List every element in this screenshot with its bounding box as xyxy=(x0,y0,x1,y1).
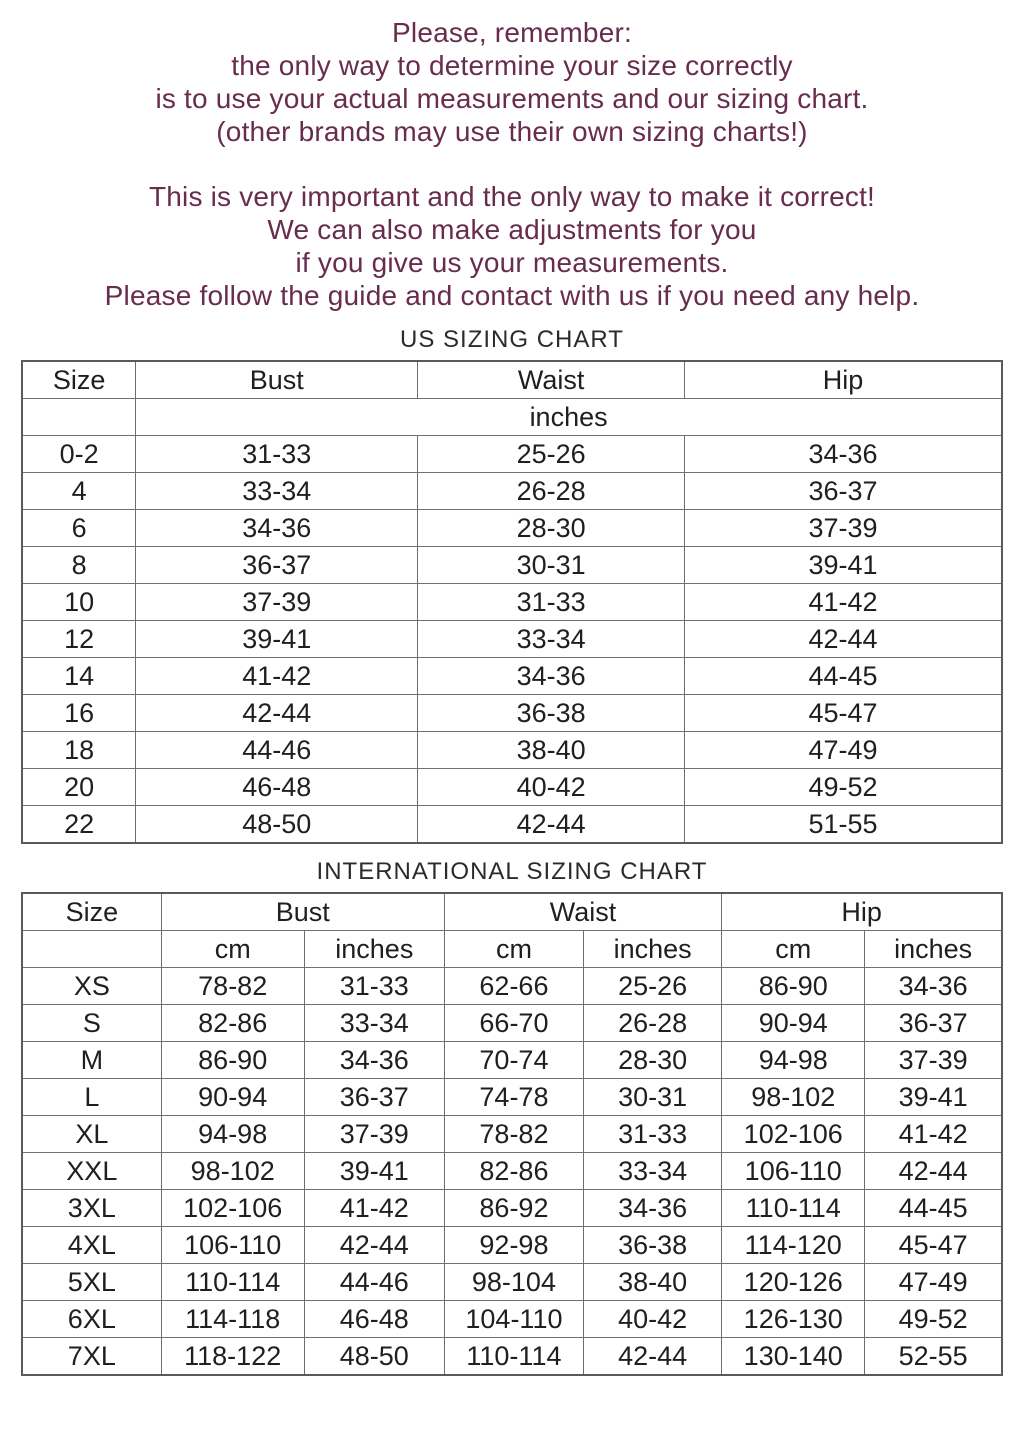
table-row xyxy=(22,547,1002,584)
table-cell: 28-30 xyxy=(584,1042,722,1079)
table-cell: Hip xyxy=(722,893,1002,931)
table-cell: 74-78 xyxy=(444,1079,583,1116)
table-cell: 42-44 xyxy=(684,621,1002,658)
table-cell: 82-86 xyxy=(161,1005,304,1042)
table-cell: 49-52 xyxy=(865,1301,1002,1338)
table-cell: Bust xyxy=(161,893,444,931)
table-cell: 34-36 xyxy=(304,1042,444,1079)
intro-line: Please follow the guide and contact with us if you need any help. xyxy=(104,280,920,311)
table-row xyxy=(22,1227,1002,1264)
table-cell: 51-55 xyxy=(684,806,1002,844)
intro-line: the only way to determine your size correctly xyxy=(231,50,793,81)
table-cell: cm xyxy=(444,931,583,968)
table-cell: Waist xyxy=(444,893,721,931)
table-row xyxy=(22,968,1002,1005)
table-cell: 62-66 xyxy=(444,968,583,1005)
table-cell: 104-110 xyxy=(444,1301,583,1338)
table-row xyxy=(22,584,1002,621)
table-cell: 110-114 xyxy=(722,1190,865,1227)
table-cell: 94-98 xyxy=(722,1042,865,1079)
table-cell: inches xyxy=(304,931,444,968)
table-cell: 31-33 xyxy=(304,968,444,1005)
table-cell: 28-30 xyxy=(418,510,685,547)
table-cell: 18 xyxy=(22,732,136,769)
table-cell: 31-33 xyxy=(136,436,418,473)
table-cell: 92-98 xyxy=(444,1227,583,1264)
table-cell: 33-34 xyxy=(584,1153,722,1190)
table-row xyxy=(22,473,1002,510)
table-row xyxy=(22,658,1002,695)
us-table-body xyxy=(22,436,1002,844)
intro-line: Please, remember: xyxy=(392,17,632,48)
table-cell: 40-42 xyxy=(418,769,685,806)
table-cell: 3XL xyxy=(22,1190,161,1227)
table-row xyxy=(22,1301,1002,1338)
table-cell: 44-46 xyxy=(136,732,418,769)
table-cell: 45-47 xyxy=(684,695,1002,732)
table-cell: L xyxy=(22,1079,161,1116)
intro-line: This is very important and the only way to make it correct! xyxy=(148,181,876,212)
table-cell: 39-41 xyxy=(304,1153,444,1190)
table-cell: 46-48 xyxy=(136,769,418,806)
table-cell: 34-36 xyxy=(584,1190,722,1227)
table-cell: 44-45 xyxy=(684,658,1002,695)
table-cell: XS xyxy=(22,968,161,1005)
table-row xyxy=(22,1153,1002,1190)
table-cell: 36-38 xyxy=(418,695,685,732)
table-row xyxy=(22,1116,1002,1153)
table-cell: 34-36 xyxy=(418,658,685,695)
table-cell: 98-104 xyxy=(444,1264,583,1301)
table-cell: 98-102 xyxy=(722,1079,865,1116)
table-cell: 8 xyxy=(22,547,136,584)
table-cell: 42-44 xyxy=(304,1227,444,1264)
table-row xyxy=(22,806,1002,844)
table-cell: Hip xyxy=(684,361,1002,399)
table-row xyxy=(22,621,1002,658)
table-cell: 36-37 xyxy=(304,1079,444,1116)
table-cell: 49-52 xyxy=(684,769,1002,806)
table-cell: 37-39 xyxy=(865,1042,1002,1079)
table-cell: 48-50 xyxy=(136,806,418,844)
table-cell: 26-28 xyxy=(584,1005,722,1042)
table-cell xyxy=(22,931,161,968)
table-cell: Size xyxy=(22,361,136,399)
table-cell: 114-120 xyxy=(722,1227,865,1264)
table-cell: 90-94 xyxy=(161,1079,304,1116)
table-cell: 44-46 xyxy=(304,1264,444,1301)
table-cell: 94-98 xyxy=(161,1116,304,1153)
table-cell: 86-92 xyxy=(444,1190,583,1227)
table-row xyxy=(22,732,1002,769)
table-row xyxy=(22,1338,1002,1376)
table-row xyxy=(22,893,1002,931)
table-cell: 31-33 xyxy=(418,584,685,621)
table-cell: 37-39 xyxy=(304,1116,444,1153)
table-cell: 42-44 xyxy=(584,1338,722,1376)
table-cell: 37-39 xyxy=(684,510,1002,547)
table-cell: 33-34 xyxy=(418,621,685,658)
intro-gap xyxy=(0,148,1024,180)
us-chart-title: US SIZING CHART xyxy=(400,326,624,353)
table-cell: XL xyxy=(22,1116,161,1153)
table-cell: 45-47 xyxy=(865,1227,1002,1264)
table-cell: 44-45 xyxy=(865,1190,1002,1227)
table-cell xyxy=(22,399,136,436)
table-cell: cm xyxy=(161,931,304,968)
table-cell: 39-41 xyxy=(865,1079,1002,1116)
table-cell: 38-40 xyxy=(584,1264,722,1301)
table-cell: 90-94 xyxy=(722,1005,865,1042)
table-cell: 41-42 xyxy=(136,658,418,695)
intro-line: We can also make adjustments for you xyxy=(267,214,757,245)
table-cell: 42-44 xyxy=(865,1153,1002,1190)
table-cell: 130-140 xyxy=(722,1338,865,1376)
table-cell: 78-82 xyxy=(161,968,304,1005)
us-sizing-table xyxy=(21,360,1003,844)
table-cell: 10 xyxy=(22,584,136,621)
table-cell: cm xyxy=(722,931,865,968)
table-cell: 34-36 xyxy=(865,968,1002,1005)
table-cell: Bust xyxy=(136,361,418,399)
table-row xyxy=(22,436,1002,473)
table-cell: 86-90 xyxy=(161,1042,304,1079)
table-cell: 0-2 xyxy=(22,436,136,473)
table-cell: 16 xyxy=(22,695,136,732)
table-cell: Waist xyxy=(418,361,685,399)
table-cell: 34-36 xyxy=(684,436,1002,473)
table-cell: 7XL xyxy=(22,1338,161,1376)
table-cell: 37-39 xyxy=(136,584,418,621)
table-cell: 46-48 xyxy=(304,1301,444,1338)
table-cell: 38-40 xyxy=(418,732,685,769)
table-row xyxy=(22,695,1002,732)
table-cell: 20 xyxy=(22,769,136,806)
table-row xyxy=(22,399,1002,436)
table-row xyxy=(22,1005,1002,1042)
intro-line: is to use your actual measurements and our sizing chart. xyxy=(155,83,869,114)
table-cell: 33-34 xyxy=(304,1005,444,1042)
table-cell: 4XL xyxy=(22,1227,161,1264)
table-cell: 5XL xyxy=(22,1264,161,1301)
table-cell: 110-114 xyxy=(444,1338,583,1376)
table-cell: 6XL xyxy=(22,1301,161,1338)
table-cell: inches xyxy=(584,931,722,968)
table-cell: 36-37 xyxy=(865,1005,1002,1042)
table-row xyxy=(22,1190,1002,1227)
table-cell: Size xyxy=(22,893,161,931)
intl-table-body xyxy=(22,968,1002,1376)
table-row xyxy=(22,1042,1002,1079)
table-cell: 120-126 xyxy=(722,1264,865,1301)
table-cell: M xyxy=(22,1042,161,1079)
table-cell: 106-110 xyxy=(722,1153,865,1190)
table-cell: 33-34 xyxy=(136,473,418,510)
table-row xyxy=(22,931,1002,968)
table-cell: 47-49 xyxy=(684,732,1002,769)
table-cell: 22 xyxy=(22,806,136,844)
intro-line: (other brands may use their own sizing charts!) xyxy=(216,116,808,147)
table-cell: 47-49 xyxy=(865,1264,1002,1301)
table-cell: 48-50 xyxy=(304,1338,444,1376)
table-cell: 25-26 xyxy=(584,968,722,1005)
table-cell: 26-28 xyxy=(418,473,685,510)
us-table-head xyxy=(22,361,1002,436)
table-cell: 36-37 xyxy=(136,547,418,584)
table-cell: 118-122 xyxy=(161,1338,304,1376)
table-cell: 36-37 xyxy=(684,473,1002,510)
table-cell: S xyxy=(22,1005,161,1042)
table-cell: 25-26 xyxy=(418,436,685,473)
table-cell: 39-41 xyxy=(684,547,1002,584)
table-cell: 42-44 xyxy=(418,806,685,844)
intl-table-head xyxy=(22,893,1002,968)
table-cell: 86-90 xyxy=(722,968,865,1005)
table-cell: 41-42 xyxy=(865,1116,1002,1153)
table-cell: 70-74 xyxy=(444,1042,583,1079)
table-cell: 30-31 xyxy=(418,547,685,584)
table-cell: XXL xyxy=(22,1153,161,1190)
table-cell: 36-38 xyxy=(584,1227,722,1264)
table-cell: 41-42 xyxy=(304,1190,444,1227)
table-cell: 12 xyxy=(22,621,136,658)
table-cell: 41-42 xyxy=(684,584,1002,621)
table-cell: inches xyxy=(865,931,1002,968)
intl-sizing-table xyxy=(21,892,1003,1376)
table-row xyxy=(22,361,1002,399)
table-cell: 39-41 xyxy=(136,621,418,658)
table-cell: 106-110 xyxy=(161,1227,304,1264)
table-row xyxy=(22,769,1002,806)
table-cell: 30-31 xyxy=(584,1079,722,1116)
table-row xyxy=(22,1079,1002,1116)
table-cell: 102-106 xyxy=(161,1190,304,1227)
intro-line: if you give us your measurements. xyxy=(295,247,729,278)
table-cell: 40-42 xyxy=(584,1301,722,1338)
table-cell: 6 xyxy=(22,510,136,547)
table-cell: 4 xyxy=(22,473,136,510)
table-cell: 126-130 xyxy=(722,1301,865,1338)
table-cell: 42-44 xyxy=(136,695,418,732)
table-cell: 34-36 xyxy=(136,510,418,547)
table-row xyxy=(22,1264,1002,1301)
table-row xyxy=(22,510,1002,547)
table-cell: inches xyxy=(136,399,1002,436)
table-cell: 78-82 xyxy=(444,1116,583,1153)
table-cell: 114-118 xyxy=(161,1301,304,1338)
table-cell: 110-114 xyxy=(161,1264,304,1301)
table-cell: 31-33 xyxy=(584,1116,722,1153)
table-cell: 98-102 xyxy=(161,1153,304,1190)
table-cell: 102-106 xyxy=(722,1116,865,1153)
table-cell: 14 xyxy=(22,658,136,695)
intl-chart-title: INTERNATIONAL SIZING CHART xyxy=(316,858,708,885)
table-cell: 66-70 xyxy=(444,1005,583,1042)
table-cell: 52-55 xyxy=(865,1338,1002,1376)
intro-text xyxy=(0,16,1024,312)
table-cell: 82-86 xyxy=(444,1153,583,1190)
